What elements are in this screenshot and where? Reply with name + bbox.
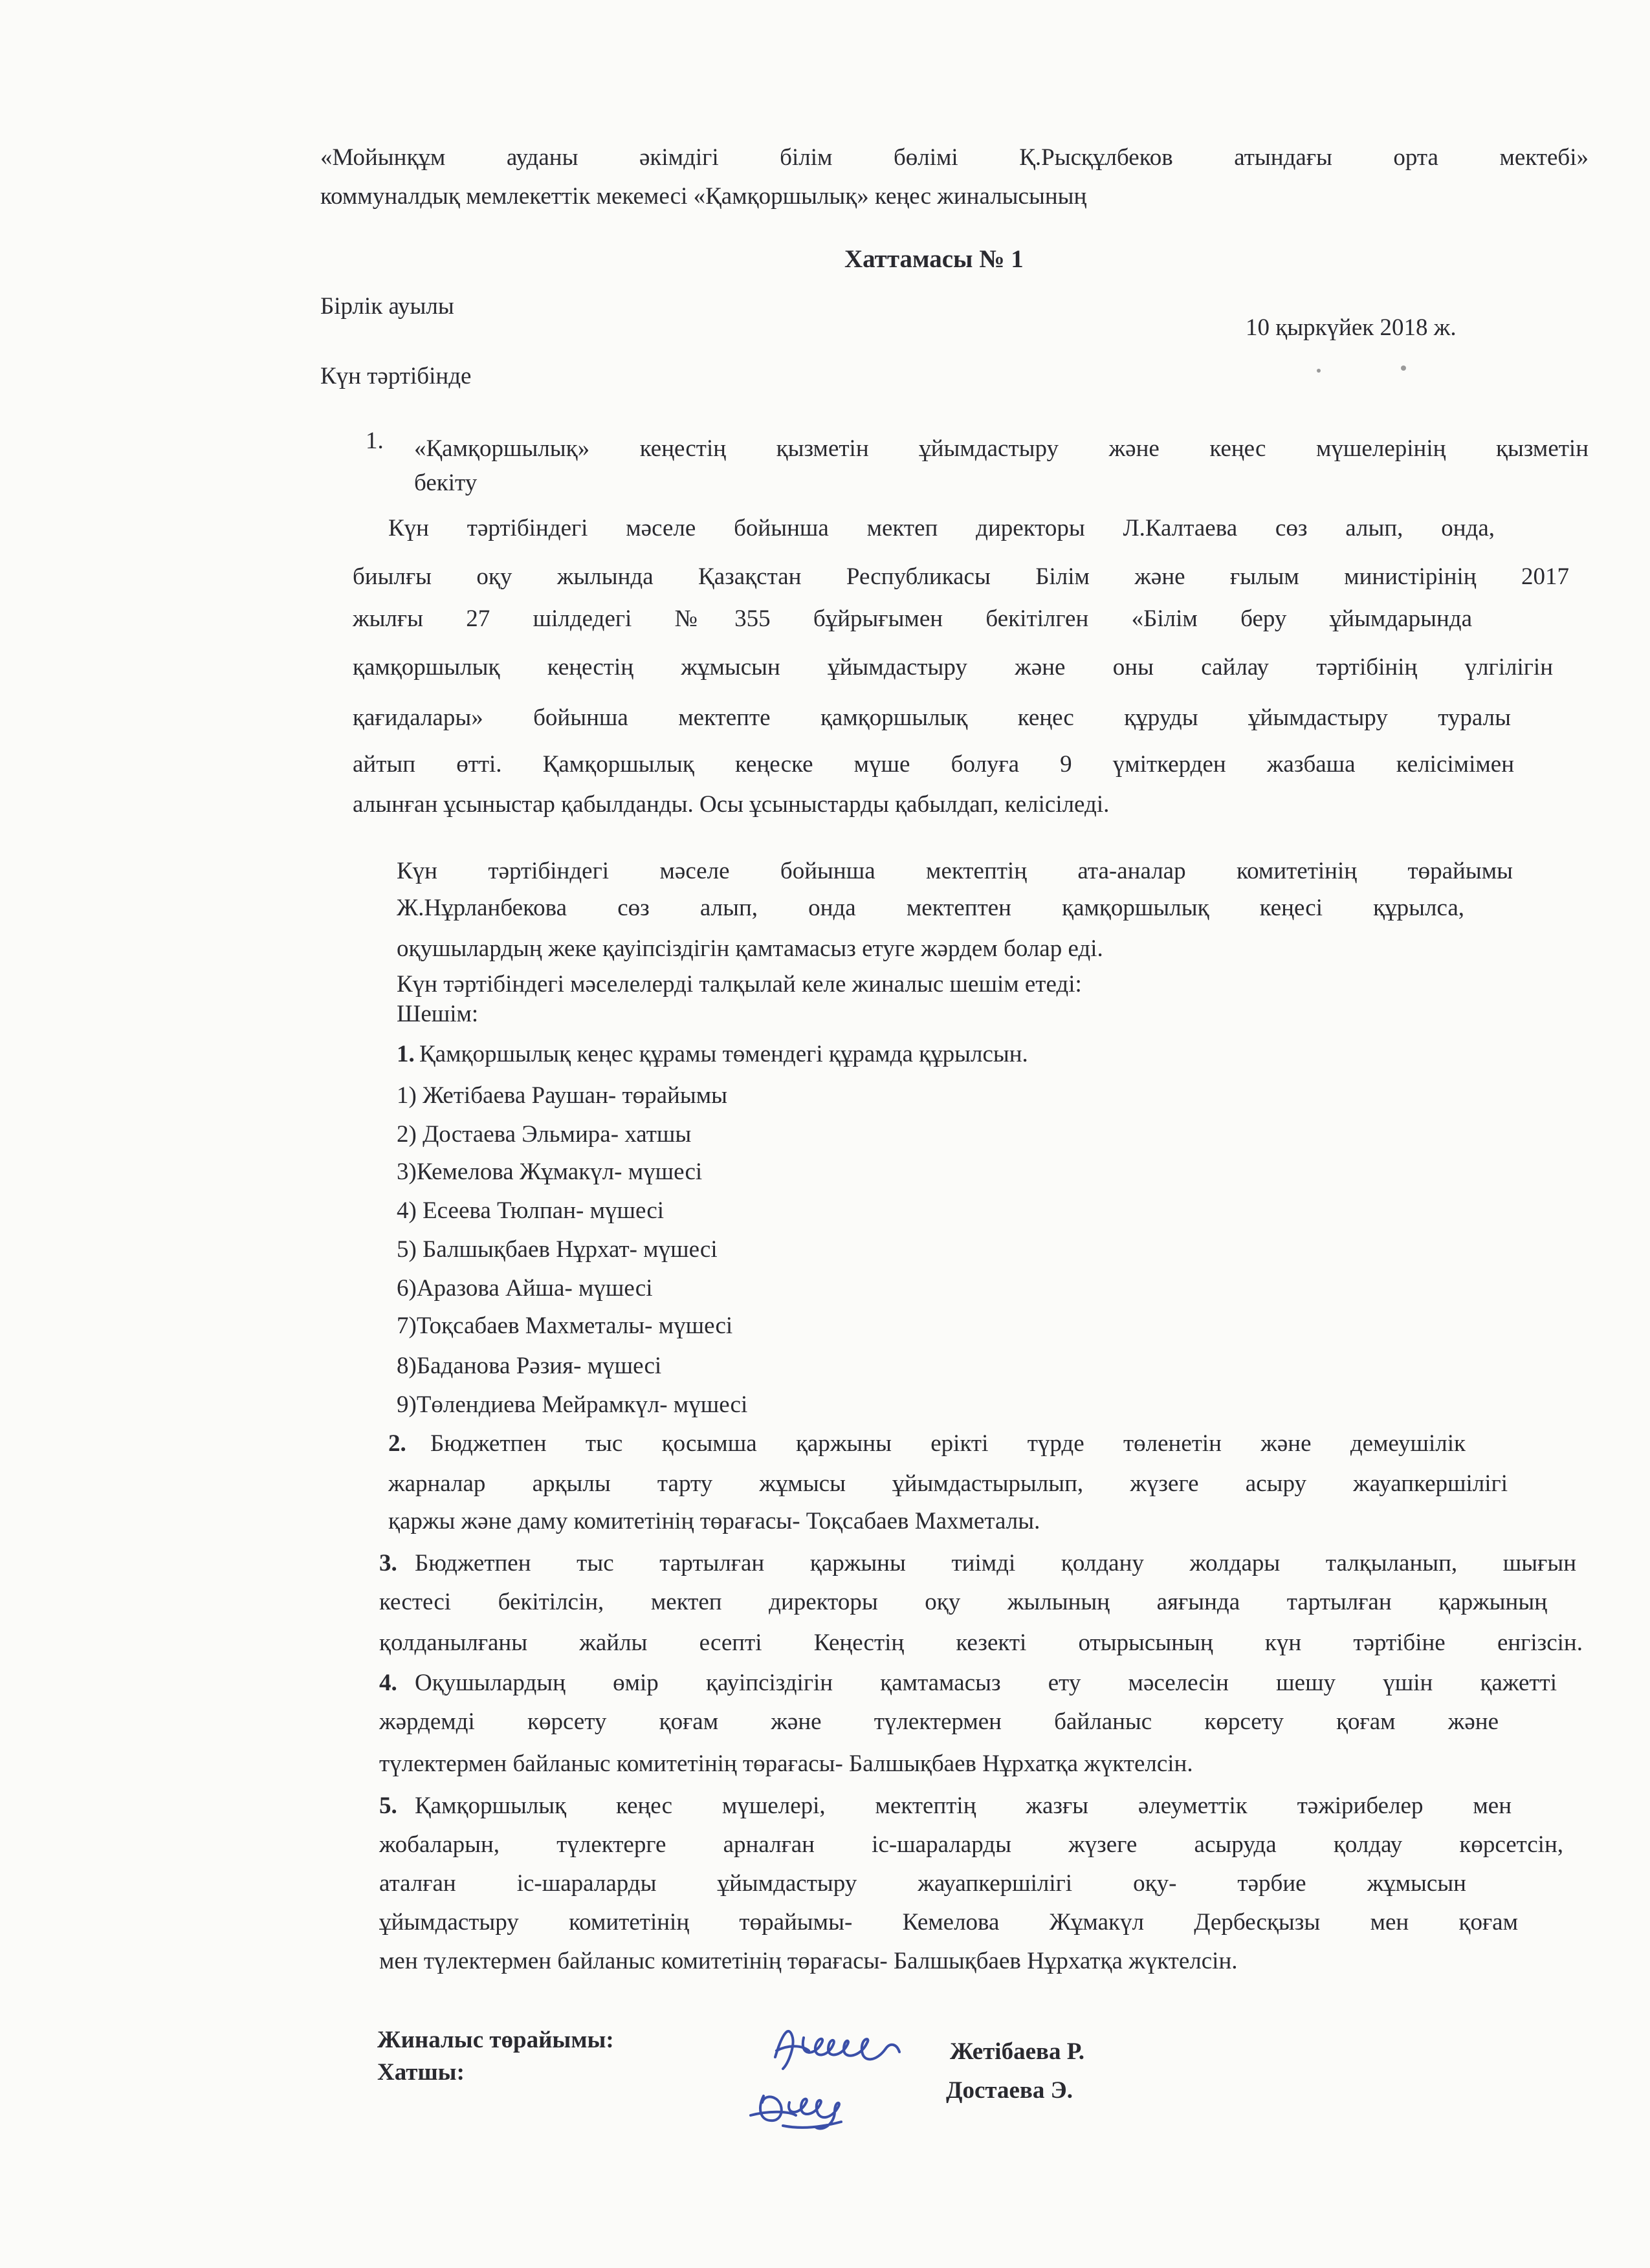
agenda-item-number: 1.	[366, 428, 384, 454]
document-title: Хаттамасы № 1	[844, 245, 1024, 273]
paragraph-line: қамқоршылық кеңестің жұмысын ұйымдастыру және оны сайлау тәртібінің үлгілігін	[353, 654, 1553, 681]
agenda-item-line-2: бекіту	[414, 470, 478, 496]
decision-line: ұйымдастыру комитетінің төрайымы- Кемелова Жұмакүл Дербесқызы мен қоғам	[379, 1909, 1518, 1935]
list-item: 2) Достаева Эльмира- хатшы	[397, 1121, 692, 1148]
paragraph-line: алынған ұсыныстар қабылданды. Осы ұсыныстарды қабылдап, келісіледі.	[353, 791, 1110, 818]
decision-1-number: 1.	[397, 1041, 415, 1067]
paragraph-line: Күн тәртібіндегі мәселе бойынша мектеп директоры Л.Калтаева сөз алып, онда,	[388, 515, 1495, 541]
paragraph-line: биылғы оқу жылында Қазақстан Республикасы Білім және ғылым министірінің 2017	[353, 563, 1569, 590]
paragraph-line: оқушылардың жеке қауіпсіздігін қамтамасыз етуге жәрдем болар еді.	[397, 935, 1103, 962]
paragraph-line: Күн тәртібіндегі мәселе бойынша мектептің ата-аналар комитетінің төрайымы	[397, 858, 1513, 884]
decision-line: Бюджетпен тыс тартылған қаржыны тиімді қолдану жолдары талқыланып, шығын	[415, 1550, 1576, 1576]
list-item: 3)Кемелова Жұмакүл- мүшесі	[397, 1159, 703, 1185]
decision-label: Шешім:	[397, 1001, 479, 1027]
scan-speck	[1401, 365, 1406, 371]
decision-number: 2.	[388, 1430, 406, 1457]
decision-line: аталған іс-шараларды ұйымдастыру жауапкершілігі оқу- тәрбие жұмысын	[379, 1870, 1466, 1897]
decision-line: түлектермен байланыс комитетінің төрағасы- Балшықбаев Нұрхатқа жүктелсін.	[379, 1750, 1193, 1777]
secretary-label: Хатшы:	[377, 2059, 465, 2086]
list-item: 1) Жетібаева Раушан- төрайымы	[397, 1082, 727, 1109]
decision-number: 4.	[379, 1670, 397, 1696]
list-item: 4) Есеева Тюлпан- мүшесі	[397, 1197, 665, 1224]
chair-label: Жиналыс төрайымы:	[377, 2027, 614, 2053]
scan-speck	[1317, 369, 1321, 373]
paragraph-line: қағидалары» бойынша мектепте қамқоршылық кеңес құруды ұйымдастыру туралы	[353, 704, 1511, 731]
list-item: 5) Балшықбаев Нұрхат- мүшесі	[397, 1236, 718, 1263]
agenda-heading: Күн тәртібінде	[320, 363, 472, 389]
decision-line: Бюджетпен тыс қосымша қаржыны ерікті түрде төленетін және демеушілік	[430, 1430, 1466, 1457]
decision-line: жәрдемді көрсету қоғам және түлектермен байланыс көрсету қоғам және	[379, 1708, 1499, 1735]
header-line-1: «Мойынқұм ауданы әкімдігі білім бөлімі Қ.Рысқұлбеков атындағы орта мектебі»	[320, 144, 1589, 171]
decision-line: қаржы және даму комитетінің төрағасы- Тоқсабаев Махметалы.	[388, 1508, 1040, 1534]
chair-signature	[764, 2018, 912, 2077]
paragraph-line: айтып өтті. Қамқоршылық кеңеске мүше болуға 9 үміткерден жазбаша келісімімен	[353, 751, 1514, 778]
paragraph-line: жылғы 27 шілдедегі №355 бұйрығымен бекітілген «Білім беру ұйымдарында	[353, 605, 1472, 632]
list-item: 6)Аразова Айша- мүшесі	[397, 1275, 653, 1302]
meeting-place: Бірлік ауылы	[320, 293, 454, 320]
decision-line: мен түлектермен байланыс комитетінің төрағасы- Балшықбаев Нұрхатқа жүктелсін.	[379, 1948, 1238, 1974]
decision-number: 5.	[379, 1793, 397, 1819]
meeting-date: 10 қыркүйек 2018 ж.	[1246, 314, 1457, 341]
decision-line: кестесі бекітілсін, мектеп директоры оқу жылының аяғында тартылған қаржының	[379, 1589, 1547, 1615]
secretary-signature	[744, 2070, 861, 2135]
decision-1-text: Қамқоршылық кеңес құрамы төмендегі құрамда құрылсын.	[419, 1041, 1028, 1067]
list-item: 7)Тоқсабаев Махметалы- мүшесі	[397, 1313, 733, 1339]
decision-line: жарналар арқылы тарту жұмысы ұйымдастырылып, жүзеге асыру жауапкершілігі	[388, 1470, 1508, 1497]
secretary-name: Достаева Э.	[946, 2077, 1073, 2104]
paragraph-line: Ж.Нұрланбекова сөз алып, онда мектептен қамқоршылық кеңесі құрылса,	[397, 895, 1464, 921]
list-item: 8)Баданова Рәзия- мүшесі	[397, 1353, 662, 1379]
paragraph-line: Күн тәртібіндегі мәселелерді талқылай келе жиналыс шешім етеді:	[397, 971, 1082, 998]
decision-number: 3.	[379, 1550, 397, 1576]
chair-name: Жетібаева Р.	[950, 2038, 1084, 2065]
header-line-2: коммуналдық мемлекеттік мекемесі «Қамқоршылық» кеңес жиналысының	[320, 183, 1087, 210]
decision-line: жобаларын, түлектерге арналған іс-шараларды жүзеге асыруда қолдау көрсетсін,	[379, 1831, 1563, 1858]
agenda-item-line-1: «Қамқоршылық» кеңестің қызметін ұйымдастыру және кеңес мүшелерінің қызметін	[414, 435, 1589, 462]
decision-line: қолданылғаны жайлы есепті Кеңестің кезекті отырысының күн тәртібіне енгізсін.	[379, 1630, 1583, 1656]
decision-line: Оқушылардың өмір қауіпсіздігін қамтамасыз ету мәселесін шешу үшін қажетті	[415, 1670, 1557, 1696]
list-item: 9)Төлендиева Мейрамкүл- мүшесі	[397, 1391, 748, 1418]
decision-line: Қамқоршылық кеңес мүшелері, мектептің жазғы әлеуметтік тәжірибелер мен	[415, 1793, 1512, 1819]
